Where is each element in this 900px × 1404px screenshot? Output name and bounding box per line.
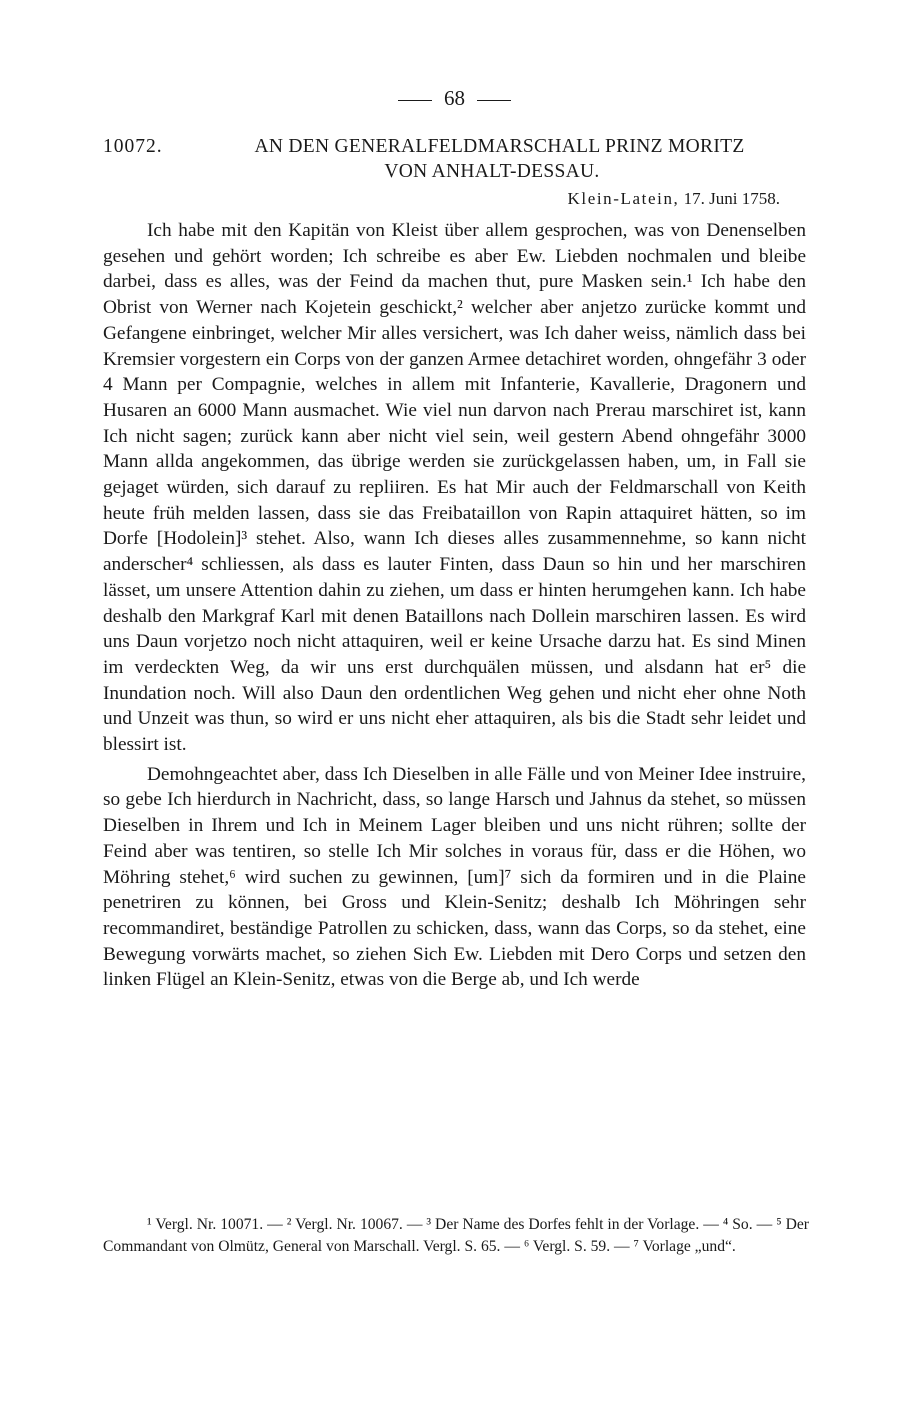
page-number: 68 xyxy=(444,86,465,110)
title-line-1: AN DEN GENERALFELDMARSCHALL PRINZ MORITZ xyxy=(254,136,745,157)
right-dash xyxy=(477,100,511,101)
place: Klein-Latein, xyxy=(567,189,680,208)
paragraph-2: Demohngeachtet aber, dass Ich Dieselben in alle Fälle und von Meiner Idee instruire, so gebe Ich hierdurch in Nachricht, dass, so lange Harsch und Jahnus da stehet, so müssen Dieselben in Ihrem und Ich in Meinem Lager bleiben und uns nicht rühren; sollte der Feind aber was tentiren, so stelle Ich Mir solches in voraus für, dass er die Höhen, wo Möhring stehet,⁶ wird suchen zu gewinnen, [um]⁷ sich da formiren und in die Plaine penetriren zu können, bei Gross und Klein-Senitz; deshalb Ich Möhringen sehr recommandiret, beständige Patrollen zu schicken, dass, wann das Corps, so da stehet, eine Bewegung vorwärts machet, so ziehen Sich Ew. Liebden mit Dero Corps und setzen den linken Flügel an Klein-Senitz, etwas von die Berge ab, und Ich werde xyxy=(103,763,806,991)
left-dash xyxy=(398,100,432,101)
paragraph-1: Ich habe mit den Kapitän von Kleist über allem gesprochen, was von Denenselben gesehen und gehört worden; Ich schreibe es aber Ew. Liebden nochmalen und bleibe darbei, dass es alles, was der Feind da machen thut, pure Masken sein.¹ Ich habe den Obrist von Werner nach Kojetein geschickt,² welcher aber anjetzo zurücke kommt und Gefangene einbringet, welcher Mir alles versichert, was Ich daher weiss, nämlich dass bei Kremsier vorgestern ein Corps von der ganzen Armee detachiret worden, ohngefähr 3 oder 4 Mann per Compagnie, welches in allem mit Infanterie, Kavallerie, Dragonern und Husaren an 6000 Mann ausmachet. Wie viel nun darvon nach Prerau marschiret ist, kann Ich nicht sagen; zurück kann aber nicht viel sein, weil gestern Abend ohngefähr 3000 Mann allda angekommen, das übrige werden sie zurückgelassen haben, um, in Fall sie gejaget würden, sich darauf zu repliiren. Es hat Mir auch der Feldmarschall von Keith heute früh melden lassen, dass sie das Freibataillon von Rapin attaquiret hätten, so im Dorfe [Hodolein]³ stehet. Also, wann Ich dieses alles zusammennehme, so kann nicht anderscher⁴ schliessen, als dass es lauter Finten, dass Daun so hin und her marschiren lässet, um unsere Attention dahin zu ziehen, um dass er hinten herumgehen kann. Ich habe deshalb den Markgraf Karl mit denen Bataillons nach Dollein marschiren lassen. Es wird uns Daun vorjetzo noch nicht attaquiren, weil er keine Ursache darzu hat. Es sind Minen im verdeckten Weg, da wir uns erst durchquälen müssen, und alsdann hat er⁵ die Inundation noch. Will also Daun den ordentlichen Weg gehen und nicht eher ohne Noth und Unzeit was thun, so wird er uns nicht eher attaquiren, als bis die Stadt sehr leidet und blessirt ist. xyxy=(103,220,806,756)
title-line-2: VON ANHALT-DESSAU. xyxy=(384,161,600,182)
document-number: 10072. xyxy=(103,136,163,157)
page-number-line xyxy=(103,84,806,112)
page xyxy=(103,84,806,993)
letter-body xyxy=(103,218,806,993)
date: 17. Juni 1758. xyxy=(683,189,780,208)
footnotes xyxy=(103,1214,809,1257)
place-date xyxy=(103,188,806,210)
letter-heading xyxy=(103,134,806,184)
footnote-text: ¹ Vergl. Nr. 10071. — ² Vergl. Nr. 10067. — ³ Der Name des Dorfes fehlt in der Vorlage. — ⁴ So. — ⁵ Der Commandant von Olmütz, General von Marschall. Vergl. S. 65. — ⁶ Vergl. S. 59. — ⁷ Vorlage „und“. xyxy=(103,1216,809,1255)
